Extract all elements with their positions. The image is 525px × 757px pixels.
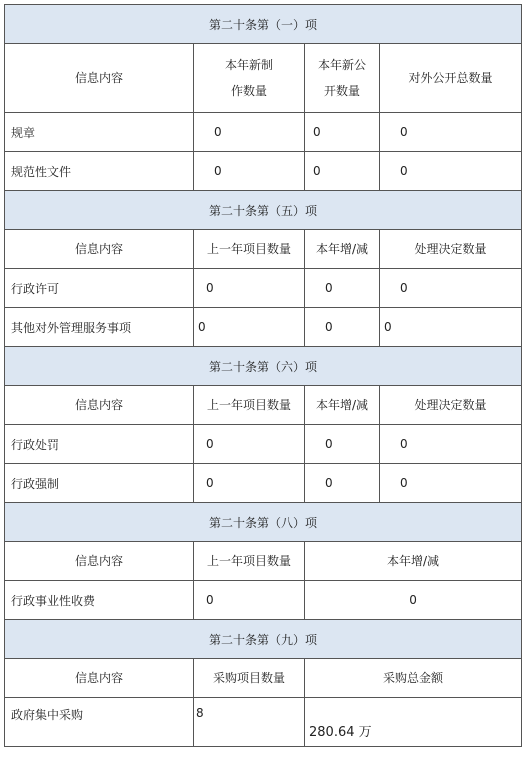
row-label: 其他对外管理服务事项: [5, 308, 194, 347]
column-header: 上一年项目数量: [194, 230, 305, 269]
column-header: 上一年项目数量: [194, 542, 305, 581]
table-row: [5, 269, 522, 308]
header-row: [5, 659, 522, 698]
cell-value: 0: [194, 308, 305, 347]
section-title-row: [5, 347, 522, 386]
section-title: 第二十条第（五）项: [5, 191, 522, 230]
section-title-row: [5, 503, 522, 542]
column-header: 本年新公开数量: [305, 44, 380, 113]
section-title-row: [5, 191, 522, 230]
row-label: 行政强制: [5, 464, 194, 503]
column-header: 信息内容: [5, 542, 194, 581]
column-header: 采购项目数量: [194, 659, 305, 698]
row-label: 政府集中采购: [5, 698, 194, 747]
column-header: 本年新制作数量: [194, 44, 305, 113]
column-header: 本年增/减: [305, 230, 380, 269]
table-row: [5, 152, 522, 191]
cell-value: 0: [194, 464, 305, 503]
cell-value: 0: [305, 464, 380, 503]
cell-value: 0: [380, 269, 522, 308]
column-header: 本年增/减: [305, 542, 522, 581]
row-label: 行政处罚: [5, 425, 194, 464]
cell-value: 0: [380, 425, 522, 464]
section-title: 第二十条第（六）项: [5, 347, 522, 386]
cell-value: 0: [380, 464, 522, 503]
disclosure-table: [4, 4, 522, 747]
section-title-row: [5, 620, 522, 659]
header-row: [5, 44, 522, 113]
cell-value: 280.64 万: [305, 698, 522, 747]
cell-value: 0: [194, 113, 305, 152]
section-title-row: [5, 5, 522, 44]
cell-value: 8: [194, 698, 305, 747]
cell-value: 0: [305, 152, 380, 191]
cell-value: 0: [380, 113, 522, 152]
header-row: [5, 386, 522, 425]
cell-value: 0: [305, 308, 380, 347]
column-header: 处理决定数量: [380, 230, 522, 269]
cell-value: 0: [194, 581, 305, 620]
table-row: [5, 464, 522, 503]
cell-value: 0: [194, 269, 305, 308]
cell-value: 0: [380, 308, 522, 347]
column-header: 对外公开总数量: [380, 44, 522, 113]
cell-value: 0: [305, 425, 380, 464]
table-row: [5, 698, 522, 747]
cell-value: 0: [305, 269, 380, 308]
row-label: 规范性文件: [5, 152, 194, 191]
table-row: [5, 308, 522, 347]
section-title: 第二十条第（八）项: [5, 503, 522, 542]
cell-value: 0: [194, 152, 305, 191]
column-header: 信息内容: [5, 386, 194, 425]
section-title: 第二十条第（九）项: [5, 620, 522, 659]
header-row: [5, 230, 522, 269]
column-header: 处理决定数量: [380, 386, 522, 425]
header-row: [5, 542, 522, 581]
column-header: 采购总金额: [305, 659, 522, 698]
cell-value: 0: [305, 581, 522, 620]
column-header: 上一年项目数量: [194, 386, 305, 425]
table-row: [5, 425, 522, 464]
section-title: 第二十条第（一）项: [5, 5, 522, 44]
cell-value: 0: [305, 113, 380, 152]
cell-value: 0: [380, 152, 522, 191]
column-header: 信息内容: [5, 44, 194, 113]
row-label: 行政许可: [5, 269, 194, 308]
table-row: [5, 581, 522, 620]
column-header: 本年增/减: [305, 386, 380, 425]
table-row: [5, 113, 522, 152]
cell-value: 0: [194, 425, 305, 464]
row-label: 规章: [5, 113, 194, 152]
column-header: 信息内容: [5, 230, 194, 269]
row-label: 行政事业性收费: [5, 581, 194, 620]
column-header: 信息内容: [5, 659, 194, 698]
